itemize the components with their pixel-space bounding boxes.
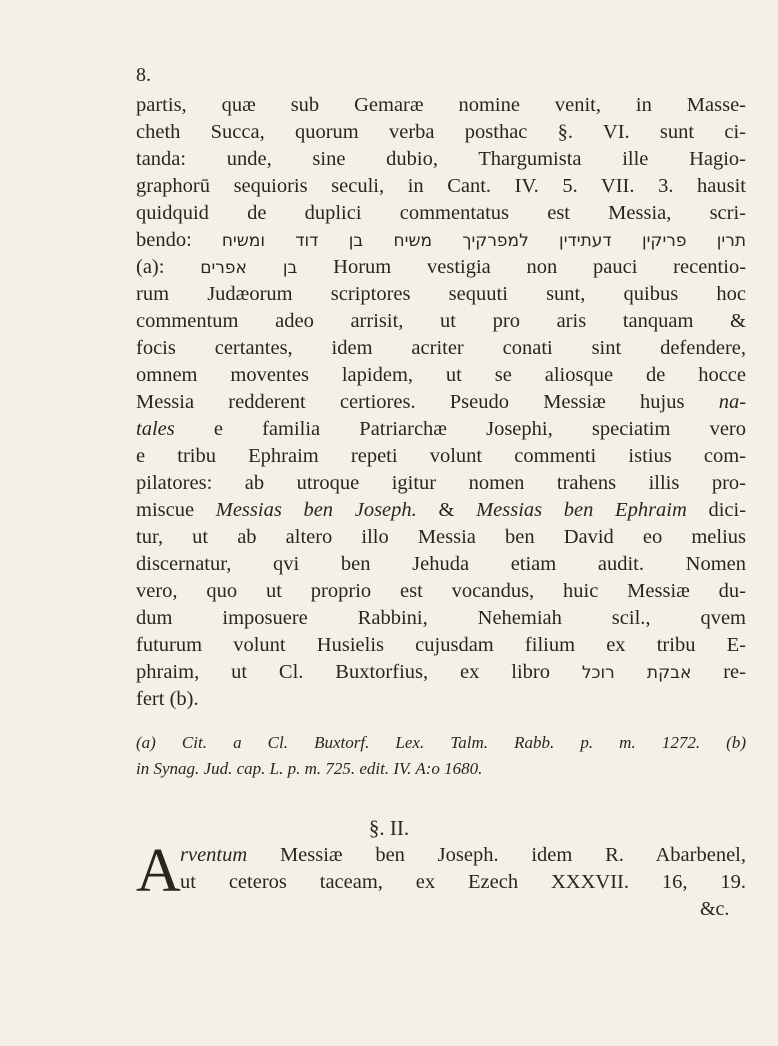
text-line (180, 869, 746, 896)
text-line: omnem moventes lapidem, ut se aliosque de hocce (136, 364, 746, 386)
text-line (180, 842, 746, 869)
text-line: focis certantes, idem acriter conati sint defendere, (136, 337, 746, 359)
line-latin: e familia Patriarchæ Josephi, speciatim vero (213, 418, 746, 440)
section-heading: §. II. (368, 816, 410, 840)
line-latin: bendo: (136, 229, 192, 251)
italic-word: tales (136, 418, 175, 440)
line-latin: Horum vestigia non pauci recentio- (333, 256, 746, 278)
text-line: graphorū sequioris seculi, in Cant. IV. 5. VII. 3. hausit (136, 175, 746, 197)
italic-phrase: Messias ben Ephraim (476, 499, 687, 521)
drop-cap: A (136, 837, 181, 905)
line-latin: Messiæ ben Joseph. idem R. Abarbenel, (279, 844, 746, 866)
footnote-line: (a) Cit. a Cl. Buxtorf. Lex. Talm. Rabb. p. m. 1272. (b) (136, 733, 746, 752)
line-latin: & (438, 499, 455, 521)
italic-phrase: Messias ben Joseph. (215, 499, 417, 521)
line-latin: phraim, ut Cl. Buxtorfius, ex libro (136, 661, 550, 683)
line-latin: miscue (136, 499, 195, 521)
footnote-ref: (a): (136, 256, 165, 278)
text-line: tur, ut ab altero illo Messia ben David eo melius (136, 526, 746, 548)
text-line: fert (b). (136, 688, 199, 710)
text-line (136, 497, 746, 524)
text-line: commentum adeo arrisit, ut pro aris tanquam & (136, 310, 746, 332)
text-line: pilatores: ab utroque igitur nomen trahens illis pro- (136, 472, 746, 494)
text-line: vero, quo ut proprio est vocandus, huic Messiæ du- (136, 580, 746, 602)
text-line: dum imposuere Rabbini, Nehemiah scil., qvem (136, 607, 746, 629)
text-line: tanda: unde, sine dubio, Thargumista ille Hagio- (136, 148, 746, 170)
catchword: &c. (700, 898, 730, 920)
hebrew-quote: תרין פריקין דעתידין למפרקיך משיח בן דוד ומשיח (221, 231, 746, 251)
line-latin: Messia redderent certiores. Pseudo Messiæ hujus (136, 391, 685, 413)
text-line (136, 659, 746, 686)
line-latin: ut ceteros taceam, ex Ezech XXXVII. 16, 19. (180, 871, 746, 893)
text-line (136, 254, 746, 281)
hebrew-title: אבקת רוכל (581, 663, 692, 683)
text-line: partis, quæ sub Gemaræ nomine venit, in Masse- (136, 94, 746, 116)
italic-word: na- (718, 391, 746, 413)
main-text (136, 92, 746, 713)
text-line: rum Judæorum scriptores sequuti sunt, quibus hoc (136, 283, 746, 305)
text-line (136, 227, 746, 254)
section-text (136, 837, 746, 905)
line-latin: re- (723, 661, 746, 683)
text-line: discernatur, qvi ben Jehuda etiam audit. Nomen (136, 553, 746, 575)
hebrew-quote: בן אפרים (200, 258, 298, 278)
text-line (136, 389, 746, 416)
text-line: quidquid de duplici commentatus est Messia, scri- (136, 202, 746, 224)
footnotes (136, 730, 746, 782)
text-line: futurum volunt Husielis cujusdam filium ex tribu E- (136, 634, 746, 656)
text-line: e tribu Ephraim repeti volunt commenti istius com- (136, 445, 746, 467)
text-line (136, 416, 746, 443)
text-line: cheth Succa, quorum verba posthac §. VI. sunt ci- (136, 121, 746, 143)
footnote-line: in Synag. Jud. cap. L. p. m. 725. edit. IV. A:o 1680. (136, 759, 483, 778)
line-latin: dici- (708, 499, 746, 521)
page-number: 8. (136, 64, 151, 86)
italic-word: rventum (180, 844, 248, 866)
